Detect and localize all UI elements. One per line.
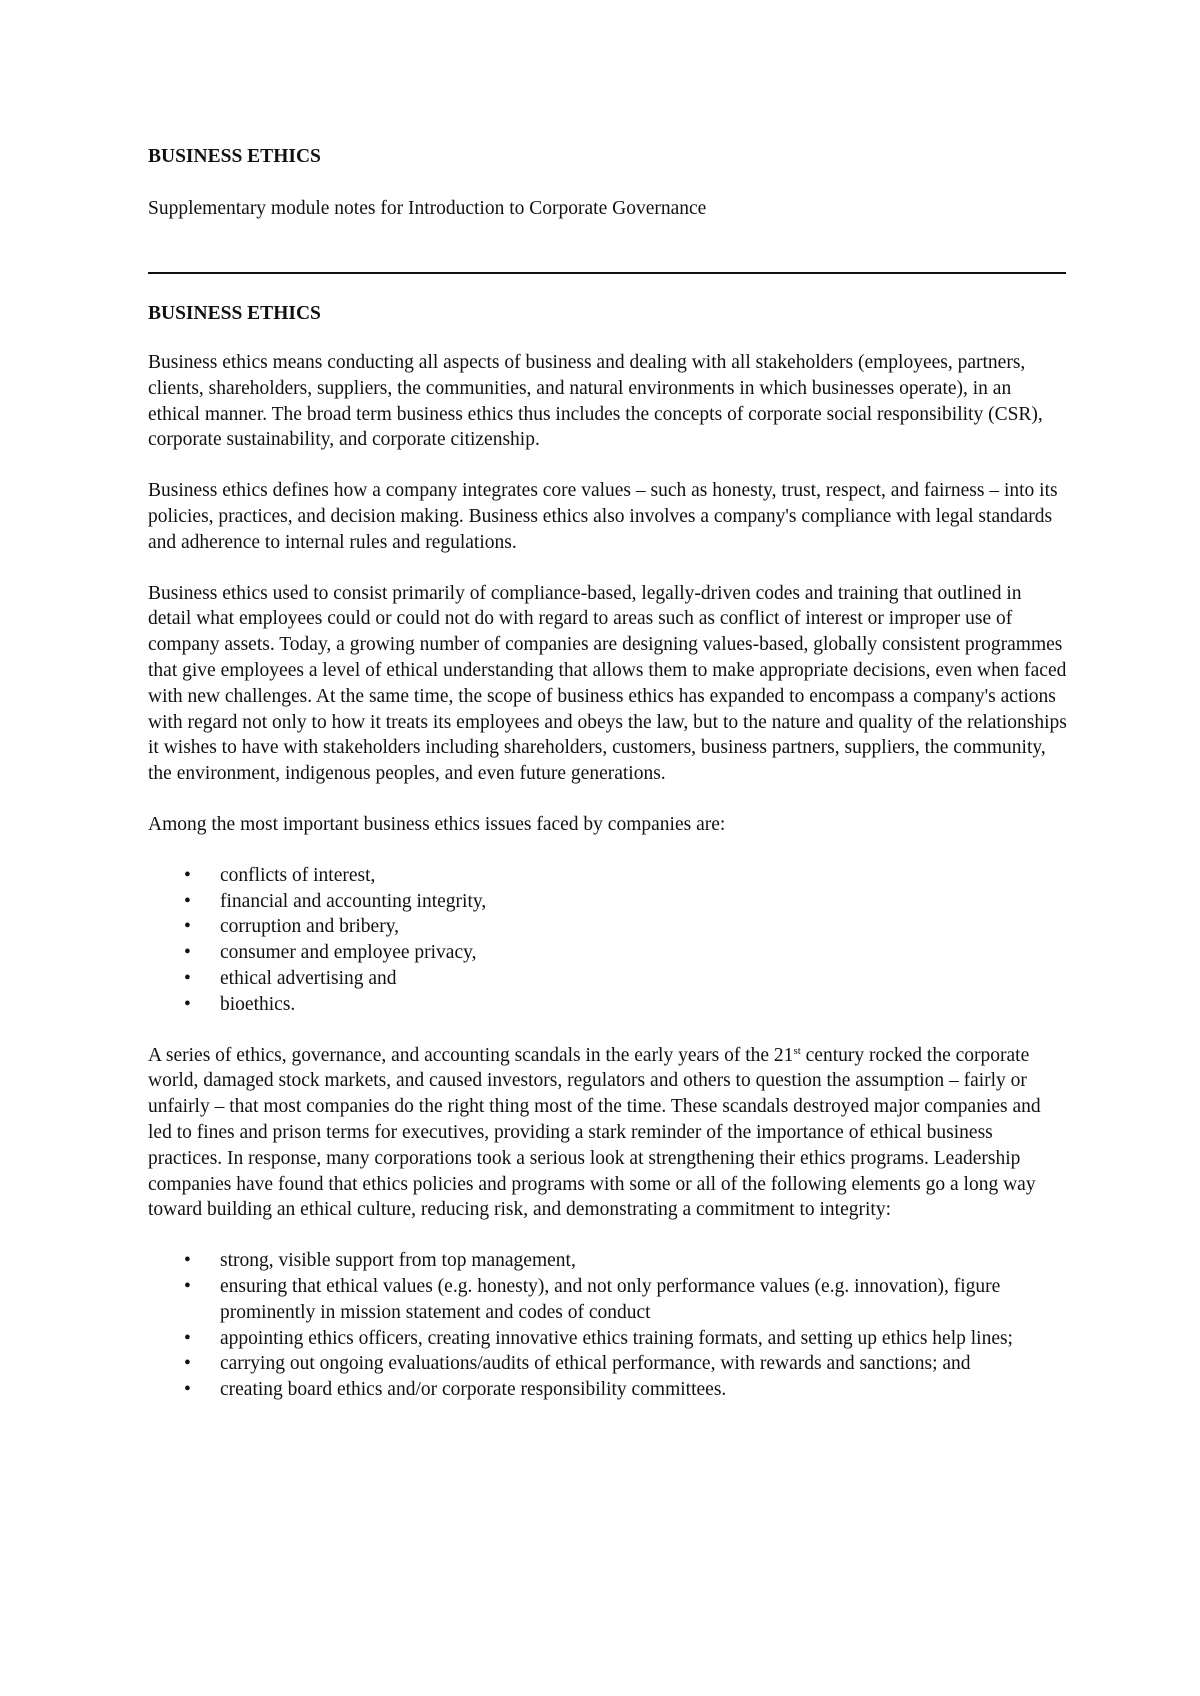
- elements-list: [148, 1248, 1068, 1403]
- paragraph-history: Business ethics used to consist primarily of compliance-based, legally-driven codes and training that outlined in detail what employees could or could not do with regard to areas such as conflict of interest or improper use of company assets. Today, a growing number of companies are designing values-based, globally consistent programmes that give employees a level of ethical understanding that allows them to make appropriate decisions, even when faced with new challenges. At the same time, the scope of business ethics has expanded to encompass a company's actions with regard not only to how it treats its employees and obeys the law, but to the nature and quality of the relationships it wishes to have with stakeholders including shareholders, customers, business partners, suppliers, the community, the environment, indigenous peoples, and even future generations.: [148, 582, 1067, 785]
- horizontal-rule: [148, 272, 1066, 274]
- ordinal-superscript: st: [793, 1044, 801, 1057]
- list-item-text: bioethics.: [220, 993, 296, 1015]
- document-title: BUSINESS ETHICS: [148, 146, 321, 167]
- list-item-text: financial and accounting integrity,: [220, 890, 487, 912]
- list-item-text: creating board ethics and/or corporate responsibility committees.: [220, 1379, 727, 1401]
- list-item-text: appointing ethics officers, creating innovative ethics training formats, and setting up ethics help lines;: [220, 1327, 1013, 1349]
- bullet-icon: •: [184, 1250, 191, 1272]
- list-item-text: strong, visible support from top management,: [220, 1250, 576, 1272]
- bullet-icon: •: [184, 916, 191, 938]
- bullet-icon: •: [184, 1275, 191, 1297]
- bullet-icon: •: [184, 942, 191, 964]
- list-item: [148, 889, 1068, 915]
- paragraph-definition: Business ethics means conducting all aspects of business and dealing with all stakeholders (employees, partners, clients, shareholders, suppliers, the communities, and natural environments in which businesses operate), in an ethical manner. The broad term business ethics thus includes the concepts of corporate social responsibility (CSR), corporate sustainability, and corporate citizenship.: [148, 352, 1043, 451]
- bullet-icon: •: [184, 1353, 191, 1375]
- list-item: [148, 1274, 1068, 1326]
- scandals-text-end: century rocked the corporate world, damaged stock markets, and caused investors, regulators and others to question the assumption – fairly or unfairly – that most companies do the right thing most of the time. These scandals destroyed major companies and led to fines and prison terms for executives, providing a stark reminder of the importance of ethical business practices. In response, many corporations took a serious look at strengthening their ethics programs. Leadership companies have found that ethics policies and programs with some or all of the following elements go a long way toward building an ethical culture, reducing risk, and demonstrating a commitment to integrity:: [148, 1044, 1041, 1221]
- bullet-icon: •: [184, 890, 191, 912]
- section-heading: BUSINESS ETHICS: [148, 303, 321, 324]
- list-item: [148, 966, 1068, 992]
- list-item: [148, 1351, 1068, 1377]
- bullet-icon: •: [184, 967, 191, 989]
- paragraph-issues-intro: Among the most important business ethics issues faced by companies are:: [148, 813, 726, 835]
- bullet-icon: •: [184, 864, 191, 886]
- paragraph-core-values: Business ethics defines how a company integrates core values – such as honesty, trust, respect, and fairness – into its policies, practices, and decision making. Business ethics also involves a company's compliance with legal standards and adherence to internal rules and regulations.: [148, 480, 1058, 553]
- issues-list: [148, 863, 1068, 1018]
- bullet-icon: •: [184, 993, 191, 1015]
- document-subtitle: Supplementary module notes for Introduction to Corporate Governance: [148, 198, 707, 219]
- list-item: [148, 1248, 1068, 1274]
- list-item-text: consumer and employee privacy,: [220, 942, 477, 964]
- list-item-text: conflicts of interest,: [220, 864, 376, 886]
- list-item: [148, 863, 1068, 889]
- list-item: [148, 940, 1068, 966]
- list-item-text: carrying out ongoing evaluations/audits of ethical performance, with rewards and sanctions; and: [220, 1353, 971, 1375]
- bullet-icon: •: [184, 1379, 191, 1401]
- list-item: [148, 914, 1068, 940]
- list-item-text: corruption and bribery,: [220, 916, 400, 938]
- list-item: [148, 1377, 1068, 1403]
- list-item: [148, 992, 1068, 1018]
- list-item-text: ensuring that ethical values (e.g. honesty), and not only performance values (e.g. innovation), figure prominently in mission statement and codes of conduct: [220, 1275, 1001, 1323]
- scandals-text-start: A series of ethics, governance, and accounting scandals in the early years of the 21: [148, 1044, 794, 1066]
- paragraph-scandals: [148, 1043, 1068, 1224]
- list-item-text: ethical advertising and: [220, 967, 397, 989]
- list-item: [148, 1326, 1068, 1352]
- bullet-icon: •: [184, 1327, 191, 1349]
- document-body: [148, 303, 1068, 1403]
